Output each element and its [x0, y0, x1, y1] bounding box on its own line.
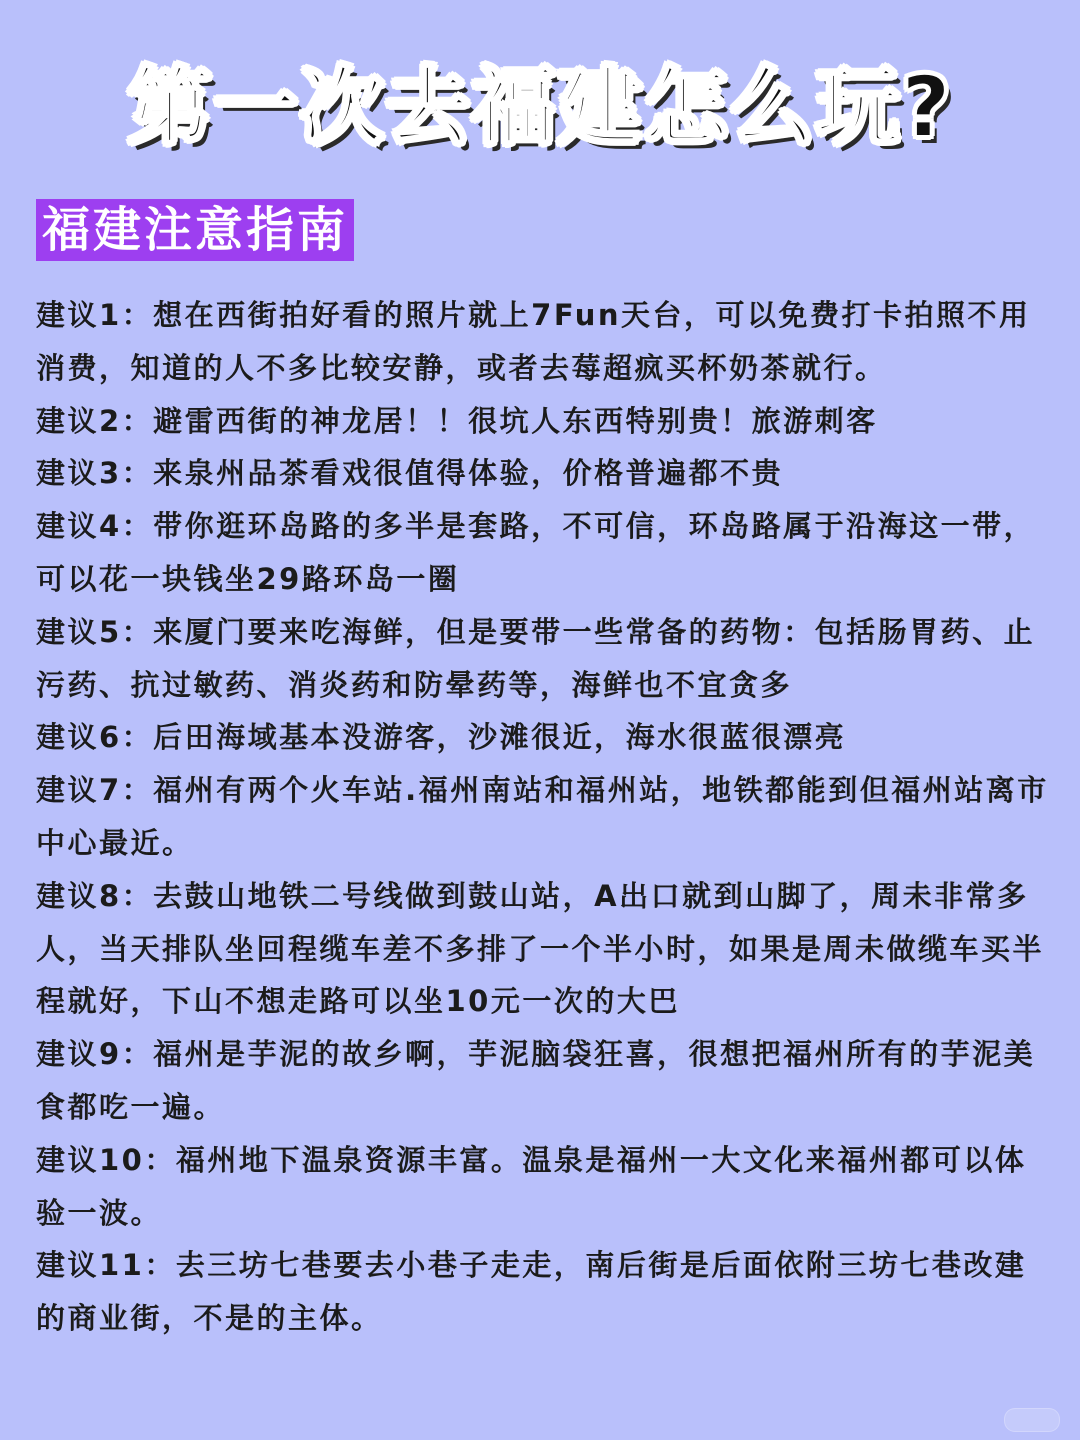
tip-6: 建议6：后田海域基本没游客，沙滩很近，海水很蓝很漂亮	[36, 720, 847, 755]
page-title: 第一次去福建怎么玩?	[127, 58, 953, 156]
tip-11: 建议11：去三坊七巷要去小巷子走走，南后街是后面依附三坊七巷改建的商业街，不是的主体。	[36, 1248, 1027, 1336]
tip-1: 建议1：想在西街拍好看的照片就上7Fun天台，可以免费打卡拍照不用消费，知道的人不多比较安静，或者去莓超疯买杯奶茶就行。	[36, 298, 1031, 385]
tip-9: 建议9：福州是芋泥的故乡啊，芋泥脑袋狂喜，很想把福州所有的芋泥美食都吃一遍。	[36, 1037, 1036, 1124]
watermark-badge	[1004, 1408, 1060, 1432]
tip-8: 建议8：去鼓山地铁二号线做到鼓山站，A出口就到山脚了，周未非常多人，当天排队坐回程缆车差不多排了一个半小时，如果是周未做缆车买半程就好，下山不想走路可以坐10元一次的大巴	[36, 878, 1045, 1019]
tips-list	[36, 289, 1054, 1345]
section-label: 福建注意指南	[36, 199, 354, 261]
tip-3: 建议3：来泉州品茶看戏很值得体验，价格普遍都不贵	[36, 456, 784, 491]
tip-4: 建议4：带你逛环岛路的多半是套路，不可信，环岛路属于沿海这一带，可以花一块钱坐29路环岛一圈	[36, 509, 1036, 596]
tip-2: 建议2：避雷西街的神龙居！！很坑人东西特别贵！旅游刺客	[36, 403, 878, 438]
tip-7: 建议7：福州有两个火车站.福州南站和福州站，地铁都能到但福州站离市中心最近。	[36, 773, 1049, 860]
tip-10: 建议10：福州地下温泉资源丰富。温泉是福州一大文化来福州都可以体验一波。	[36, 1142, 1027, 1230]
tip-5: 建议5：来厦门要来吃海鲜，但是要带一些常备的药物：包括肠胃药、止污药、抗过敏药、消炎药和防晕药等，海鲜也不宜贪多	[36, 614, 1036, 702]
